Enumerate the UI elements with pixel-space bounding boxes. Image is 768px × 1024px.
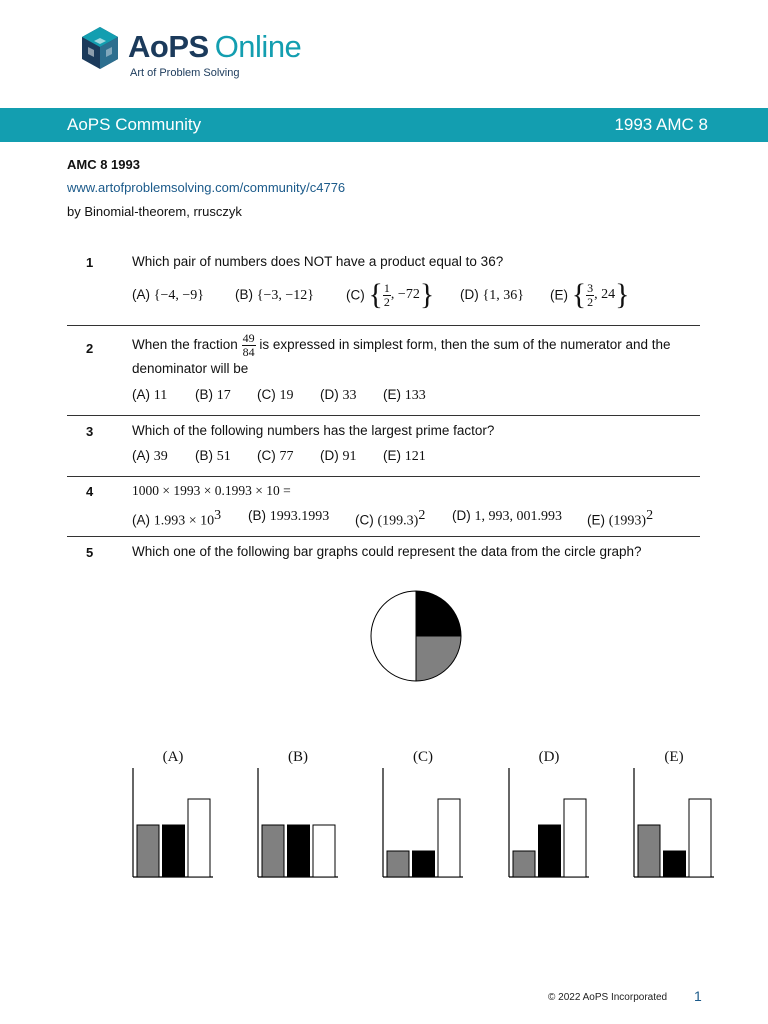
bar xyxy=(513,851,535,877)
bar xyxy=(188,799,210,877)
bar xyxy=(313,825,335,877)
footer-copyright: © 2022 AoPS Incorporated xyxy=(548,992,668,1003)
bar xyxy=(564,799,586,877)
choice-4d: (D) 1, 993, 001.993 xyxy=(452,508,563,524)
bar-graph-label: (B) xyxy=(288,749,308,765)
bar xyxy=(163,825,185,877)
choice-4c: (C) $(199.3)^2$ xyxy=(355,508,426,529)
pie-slice-gray xyxy=(416,636,461,681)
problem-4-number: 4 xyxy=(86,484,94,499)
pie-slice-black xyxy=(416,591,461,636)
logo-product: Online xyxy=(214,29,302,64)
choice-3d: (D) 91 xyxy=(320,448,357,464)
bar xyxy=(664,851,686,877)
choice-1d: (D) {1, 36} xyxy=(460,287,524,303)
problem-3-text: Which of the following numbers has the largest prime factor? xyxy=(132,423,495,438)
problem-2-text: When the fraction $\frac{49}{84}$ is expressed in simplest form, then the sum of the numerator and the xyxy=(132,331,671,359)
problem-2-number: 2 xyxy=(86,341,94,356)
bar-graph-label: (D) xyxy=(538,749,560,765)
problem-4-text: 1000 × 1993 × 0.1993 × 10 = xyxy=(132,483,291,498)
choice-4b: (B) 1993.1993 xyxy=(248,508,330,524)
bar xyxy=(262,825,284,877)
bar xyxy=(137,825,159,877)
problem-2-text-line2: denominator will be xyxy=(132,361,249,376)
logo-subtitle: Art of Problem Solving xyxy=(130,67,240,79)
choice-1a: (A) {−4, −9} xyxy=(132,287,204,303)
page-number: 1 xyxy=(694,988,702,1004)
choice-3c: (C) 77 xyxy=(257,448,294,464)
choice-4a: (A) $1.993 \times 10^3$ xyxy=(132,508,222,529)
bar-graph-label: (A) xyxy=(162,749,184,765)
choice-2d: (D) 33 xyxy=(320,387,357,403)
contest-title: AMC 8 1993 xyxy=(67,157,140,172)
banner-right: 1993 AMC 8 xyxy=(614,115,708,134)
bar xyxy=(387,851,409,877)
choice-3e: (E) 121 xyxy=(383,448,426,464)
bar xyxy=(288,825,310,877)
authors-line: by Binomial-theorem, rrusczyk xyxy=(67,204,242,219)
problem-5-text: Which one of the following bar graphs could represent the data from the circle graph? xyxy=(132,544,642,559)
bar xyxy=(413,851,435,877)
choice-2a: (A) 11 xyxy=(132,387,168,403)
bar xyxy=(539,825,561,877)
choice-3a: (A) 39 xyxy=(132,448,168,464)
problem-5-number: 5 xyxy=(86,545,94,560)
problem-3-number: 3 xyxy=(86,424,94,439)
choice-1e: (E) { $\frac{3}{2}$ , 24} xyxy=(550,278,630,311)
choice-2c: (C) 19 xyxy=(257,387,294,403)
logo-brand: AoPS xyxy=(128,29,209,64)
choice-1c: (C) { $\frac{1}{2}$ , −72} xyxy=(346,278,435,311)
choice-2b: (B) 17 xyxy=(195,387,231,403)
community-link[interactable]: www.artofproblemsolving.com/community/c4776 xyxy=(67,180,346,195)
choice-2e: (E) 133 xyxy=(383,387,426,403)
pie-slice-white xyxy=(371,591,416,681)
choice-4e: (E) $(1993)^2$ xyxy=(587,508,654,529)
bar xyxy=(438,799,460,877)
problem-1-text: Which pair of numbers does NOT have a product equal to 36? xyxy=(132,254,504,269)
problem-1-number: 1 xyxy=(86,255,94,270)
banner-left: AoPS Community xyxy=(67,115,202,134)
bar-graph-label: (C) xyxy=(413,749,433,765)
bar xyxy=(689,799,711,877)
bar xyxy=(638,825,660,877)
bar-graph-label: (E) xyxy=(664,749,684,765)
choice-3b: (B) 51 xyxy=(195,448,231,464)
choice-1b: (B) {−3, −12} xyxy=(235,287,314,303)
